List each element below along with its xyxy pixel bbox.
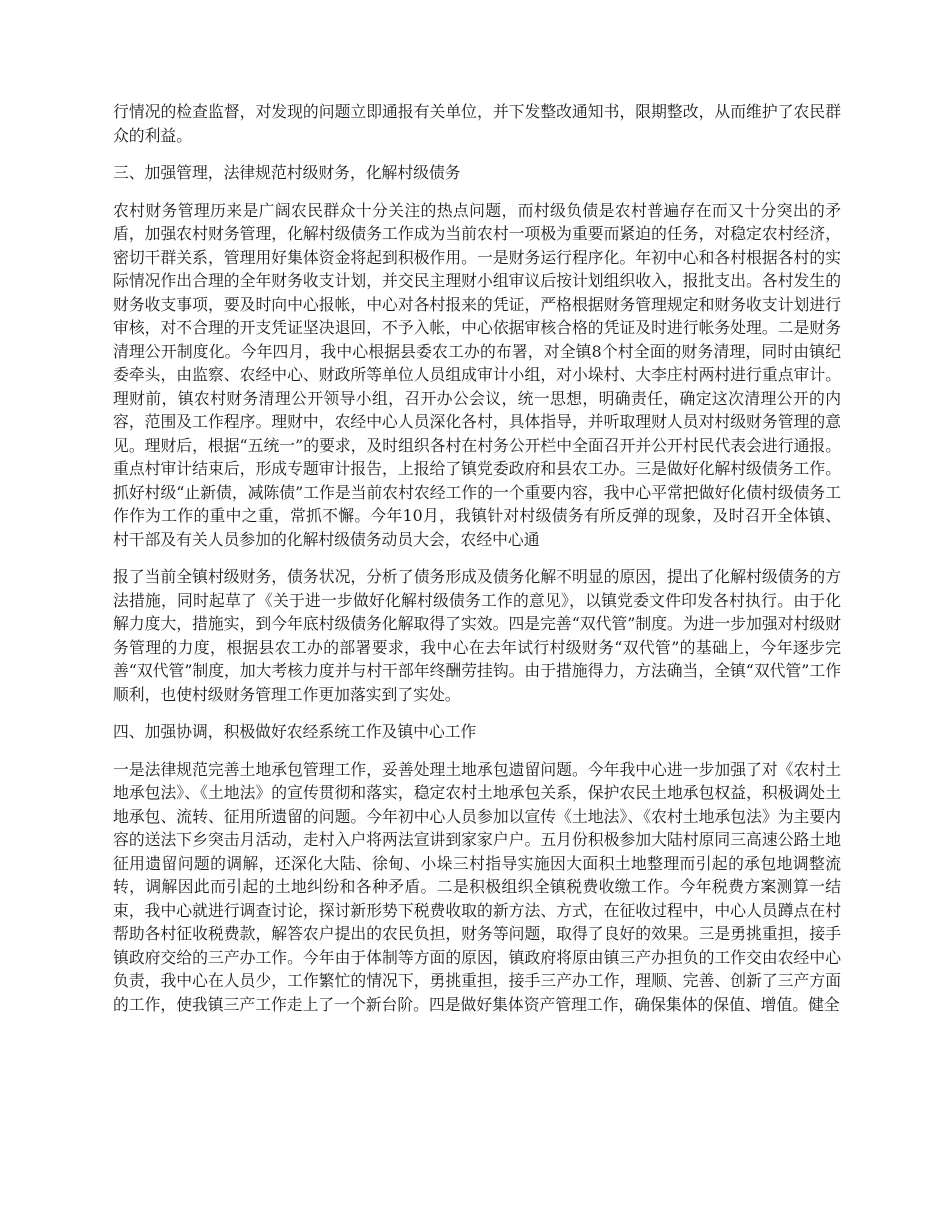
paragraph-3: 报了当前全镇村级财务，债务状况，分析了债务形成及债务化解不明显的原因，提出了化解村级债务的方法措施，同时起草了《关于进一步做好化解村级债务工作的意见》，以镇党委文件印发各村执行。由于化解力度大，措施实，到今年底村级债务化解取得了实效。四是完善“双代管”制度。为进一步加强对村级财务管理的力度，根据县农工办的部署要求，我中心在去年试行村级财务“双代管”的基础上，今年逐步完善“双代管”制度，加大考核力度并与村干部年终酬劳挂钩。由于措施得力，方法确当，全镇“双代管”工作顺利，也使村级财务管理工作更加落实到了实处。 [113,567,841,704]
section-heading-3: 三、加强管理，法律规范村级财务，化解村级债务 [113,163,461,182]
paragraph-2: 农村财务管理历来是广阔农民群众十分关注的热点问题，而村级负债是农村普遍存在而又十分突出的矛盾，加强农村财务管理，化解村级债务工作成为当前农村一项极为重要而紧迫的任务，对稳定农村经济，密切干群关系，管理用好集体资金将起到积极作用。一是财务运行程序化。年初中心和各村根据各村的实际情况作出合理的全年财务收支计划，并交民主理财小组审议后按计划组织收入，报批支出。各村发生的财务收支事项，要及时向中心报帐，中心对各村报来的凭证，严格根据财务管理规定和财务收支计划进行审核，对不合理的开支凭证坚决退回，不予入帐，中心依据审核合格的凭证及时进行帐务处理。二是财务清理公开制度化。今年四月，我中心根据县委农工办的布署，对全镇8个村全面的财务清理，同时由镇纪委牵头，由监察、农经中心、财政所等单位人员组成审计小组，对小垛村、大李庄村两村进行重点审计。理财前，镇农村财务清理公开领导小组，召开办公会议，统一思想，明确责任，确定这次清理公开的内容，范围及工作程序。理财中，农经中心人员深化各村，具体指导，并听取理财人员对村级财务管理的意见。理财后，根据“五统一”的要求，及时组织各村在村务公开栏中全面召开并公开村民代表会进行通报。重点村审计结束后，形成专题审计报告，上报给了镇党委政府和县农工办。三是做好化解村级债务工作。抓好村级“止新债，减陈债”工作是当前农村农经工作的一个重要内容，我中心平常把做好化债村级债务工作作为工作的重中之重，常抓不懈。今年10月，我镇针对村级债务有所反弹的现象，及时召开全体镇、村干部及有关人员参加的化解村级债务动员大会，农经中心通 [113,200,841,549]
document-page [113,100,841,1030]
section-heading-4: 四、加强协调，积极做好农经系统工作及镇中心工作 [113,722,477,741]
paragraph-1: 行情况的检查监督，对发现的问题立即通报有关单位，并下发整改通知书，限期整改，从而维护了农民群众的利益。 [113,102,841,145]
paragraph-4: 一是法律规范完善土地承包管理工作，妥善处理土地承包遗留问题。今年我中心进一步加强了对《农村土地承包法》、《土地法》的宣传贯彻和落实，稳定农村土地承包关系，保护农民土地承包权益，积极调处土地承包、流转、征用所遗留的问题。今年初中心人员参加以宣传《土地法》、《农村土地承包法》为主要内容的送法下乡突击月活动，走村入户将两法宣讲到家家户户。五月份积极参加大陆村原同三高速公路土地征用遗留问题的调解，还深化大陆、徐甸、小垛三村指导实施因大面积土地整理而引起的承包地调整流转，调解因此而引起的土地纠纷和各种矛盾。二是积极组织全镇税费收缴工作。今年税费方案测算一结束，我中心就进行调查讨论，探讨新形势下税费收取的新方法、方式，在征收过程中，中心人员蹲点在村帮助各村征收税费款，解答农户提出的农民负担，财务等问题，取得了良好的效果。三是勇挑重担，接手镇政府交给的三产办工作。今年由于体制等方面的原因，镇政府将原由镇三产办担负的工作交由农经中心负责，我中心在人员少，工作繁忙的情况下，勇挑重担，接手三产办工作，理顺、完善、创新了三产方面的工作，使我镇三产工作走上了一个新台阶。四是做好集体资产管理工作，确保集体的保值、增值。健全 [113,759,841,1014]
